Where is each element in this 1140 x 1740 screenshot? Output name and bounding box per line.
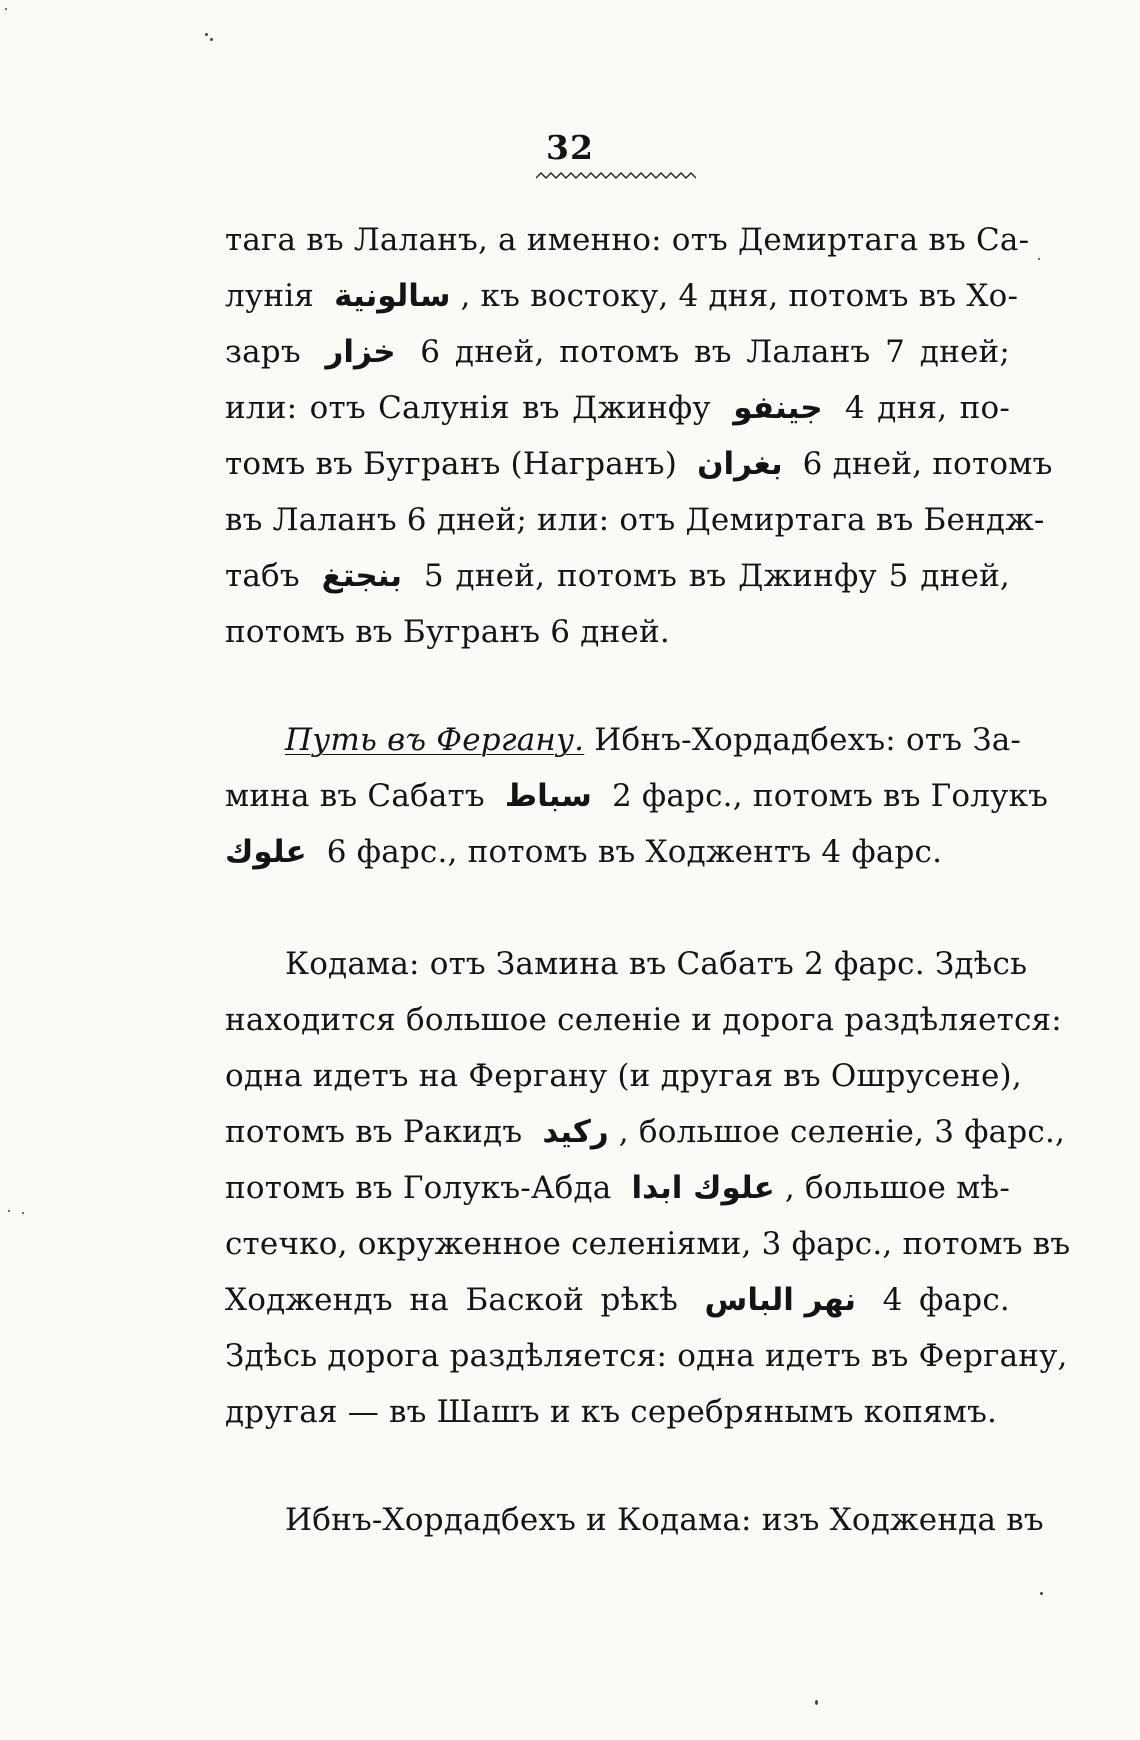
- text-line: потомъ въ Ракидъ ركيد , большое селеніе, 3 фарс.,: [225, 1114, 1066, 1150]
- section-heading: Путь въ Фергану.: [285, 722, 585, 758]
- text-line: въ Лаланъ 6 дней; или: отъ Демиртага въ Бендж-: [225, 502, 1045, 538]
- text-line: тага въ Лаланъ, а именно: отъ Демиртага въ Са-: [225, 222, 1030, 258]
- scan-speck: [22, 1212, 24, 1214]
- text-line: علوك 6 фарс., потомъ въ Ходжентъ 4 фарс.: [225, 834, 943, 870]
- text-line: Здѣсь дорога раздѣляется: одна идетъ въ Фергану,: [225, 1338, 1068, 1374]
- arabic-word: سباط: [504, 778, 592, 814]
- arabic-word: علوك ابدا: [631, 1170, 775, 1206]
- scan-speck: [5, 8, 7, 10]
- text-line: находится большое селеніе и дорога раздѣляется:: [225, 1002, 1062, 1038]
- arabic-word: جينفو: [733, 390, 823, 426]
- scan-speck: [205, 33, 208, 36]
- text-line: мина въ Сабатъ سباط 2 фарс., потомъ въ Голукъ: [225, 778, 1049, 814]
- text-line: потомъ въ Бугранъ 6 дней.: [225, 614, 670, 650]
- text-line: лунія سالونية , къ востоку, 4 дня, потомъ въ Хо-: [225, 278, 1019, 314]
- text-line: Кодама: отъ Замина въ Сабатъ 2 фарс. Здѣсь: [285, 946, 1028, 982]
- text-line: стечко, окруженное селеніями, 3 фарс., потомъ въ: [225, 1226, 1071, 1262]
- text-line: Путь въ Фергану. Ибнъ-Хордадбехъ: отъ За-: [285, 722, 1022, 758]
- arabic-word: علوك: [225, 834, 307, 870]
- text-line: потомъ въ Голукъ-Абда علوك ابدا , большое мѣ-: [225, 1170, 1011, 1206]
- scan-speck: [8, 1210, 10, 1212]
- scan-speck: [815, 1700, 818, 1705]
- text-line: одна идетъ на Фергану (и другая въ Ошрусене),: [225, 1058, 1022, 1094]
- arabic-word: بغران: [697, 446, 783, 482]
- text-line: другая — въ Шашъ и къ серебрянымъ копямъ.: [225, 1394, 998, 1430]
- text-line: табъ بنجتغ 5 дней, потомъ въ Джинфу 5 дней,: [225, 558, 1010, 594]
- text-line: заръ خزار 6 дней, потомъ въ Лаланъ 7 дней;: [225, 334, 1010, 370]
- arabic-word: خزار: [325, 334, 396, 370]
- text-line: Ходжендъ на Баской рѣкѣ نهر الباس 4 фарс.: [225, 1282, 1010, 1318]
- arabic-word: نهر الباس: [704, 1282, 857, 1318]
- arabic-word: بنجتغ: [321, 558, 403, 594]
- arabic-word: ركيد: [542, 1114, 609, 1150]
- text-line: томъ въ Бугранъ (Награнъ) بغران 6 дней, потомъ: [225, 446, 1053, 482]
- scan-speck: [1038, 258, 1040, 260]
- text-line: или: отъ Салунія въ Джинфу جينفو 4 дня, по-: [225, 390, 1011, 426]
- scan-speck: [1040, 1592, 1043, 1595]
- arabic-word: سالونية: [334, 278, 451, 314]
- scan-speck: [210, 38, 213, 41]
- page-number: 32: [546, 128, 594, 167]
- text-line: Ибнъ-Хордадбехъ и Кодама: изъ Ходженда въ: [285, 1502, 1044, 1538]
- page-number-ornament: [536, 168, 696, 182]
